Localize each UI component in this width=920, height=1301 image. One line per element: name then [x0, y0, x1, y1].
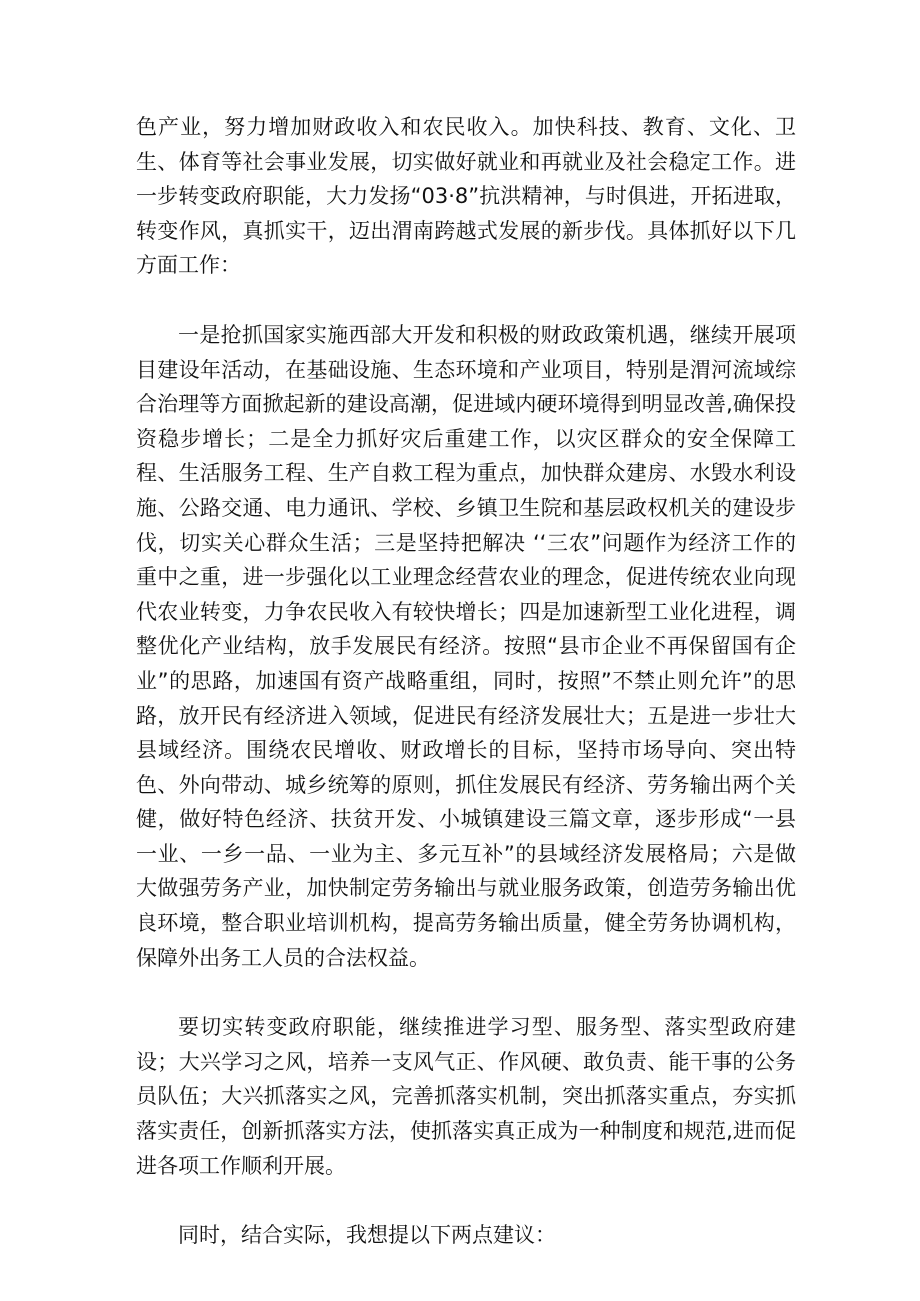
document-body: [136, 110, 796, 1253]
paragraph-government-functions: 要切实转变政府职能，继续推进学习型、服务型、落实型政府建设；大兴学习之风，培养一支风气正、作风硬、敢负责、能干事的公务员队伍；大兴抓落实之风，完善抓落实机制，突出抓落实重点，夯实抓落实责任，创新抓落实方法，使抓落实真正成为一种制度和规范,进而促进各项工作顺利开展。: [136, 1015, 796, 1178]
paragraph-gap: [136, 975, 796, 1010]
paragraph-suggestions-intro: 同时，结合实际，我想提以下两点建议：: [178, 1223, 556, 1248]
paragraph-work-items: 一是抢抓国家实施西部大开发和积极的财政政策机遇，继续开展项目建设年活动，在基础设施、生态环境和产业项目，特别是渭河流域综合治理等方面掀起新的建设高潮，促进域内硬环境得到明显改善,确保投资稳步增长；二是全力抓好灾后重建工作，以灾区群众的安全保障工程、生活服务工程、生产自救工程为重点，加快群众建房、水毁水利设施、公路交通、电力通讯、学校、乡镇卫生院和基层政权机关的建设步伐，切实关心群众生活；三是坚持把解决 ‘‘三农”问题作为经济工作的重中之重，进一步强化以工业理念经营农业的理念，促进传统农业向现代农业转变，力争农民收入有较快增长；四是加速新型工业化进程，调整优化产业结构，放手发展民有经济。按照“县市企业不再保留国有企业”的思路，加速国有资产战略重组，同时，按照”不禁止则允许”的思路，放开民有经济进入领域，促进民有经济发展壮大；五是进一步壮大县域经济。围绕农民增收、财政增长的目标，坚持市场导向、突出特色、外向带动、城乡统筹的原则，抓住发展民有经济、劳务输出两个关健，做好特色经济、扶贫开发、小城镇建设三篇文章，逐步形成“一县一业、一乡一品、一业为主、多元互补”的县域经济发展格局；六是做大做强劳务产业，加快制定劳务输出与就业服务政策，创造劳务输出优良环境，整合职业培训机构，提高劳务输出质量，健全劳务协调机构，保障外出务工人员的合法权益。: [136, 322, 796, 970]
paragraph-gap: [136, 1183, 796, 1218]
paragraph-continuation: 色产业，努力增加财政收入和农民收入。加快科技、教育、文化、卫生、体育等社会事业发展，切实做好就业和再就业及社会稳定工作。进一步转变政府职能，大力发扬“03·8”抗洪精神，与时俱进，开拓进取，转变作风，真抓实干，迈出渭南跨越式发展的新步伐。具体抓好以下几方面工作：: [136, 115, 796, 278]
paragraph-gap: [136, 283, 796, 318]
